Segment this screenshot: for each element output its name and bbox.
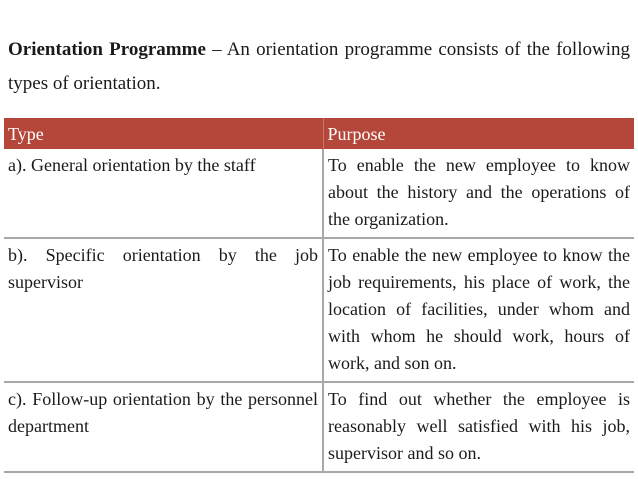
- row-purpose-followup: To find out whether the employee is reasonably well satisfied with his job, supervisor and so on.: [323, 382, 634, 472]
- row-type-specific: b). Specific orientation by the job supervisor: [4, 238, 323, 382]
- table-row: [4, 382, 634, 472]
- row-type-followup: c). Follow-up orientation by the personnel department: [4, 382, 323, 472]
- row-purpose-general: To enable the new employee to know about the history and the operations of the organization.: [323, 149, 634, 238]
- header-purpose: Purpose: [323, 118, 634, 149]
- header-type: Type: [4, 118, 323, 149]
- row-type-general: a). General orientation by the staff: [4, 149, 323, 238]
- intro-heading: Orientation Programme: [8, 39, 206, 60]
- table-row: [4, 238, 634, 382]
- intro-text: – An orientation programme consists of the following types of orientation.: [8, 39, 630, 94]
- orientation-table: [4, 118, 634, 473]
- intro-paragraph: [8, 33, 630, 101]
- table-header-row: [4, 118, 634, 149]
- table-row: [4, 149, 634, 238]
- row-purpose-specific: To enable the new employee to know the job requirements, his place of work, the location of facilities, under whom and with whom he should work, hours of work, and son on.: [323, 238, 634, 382]
